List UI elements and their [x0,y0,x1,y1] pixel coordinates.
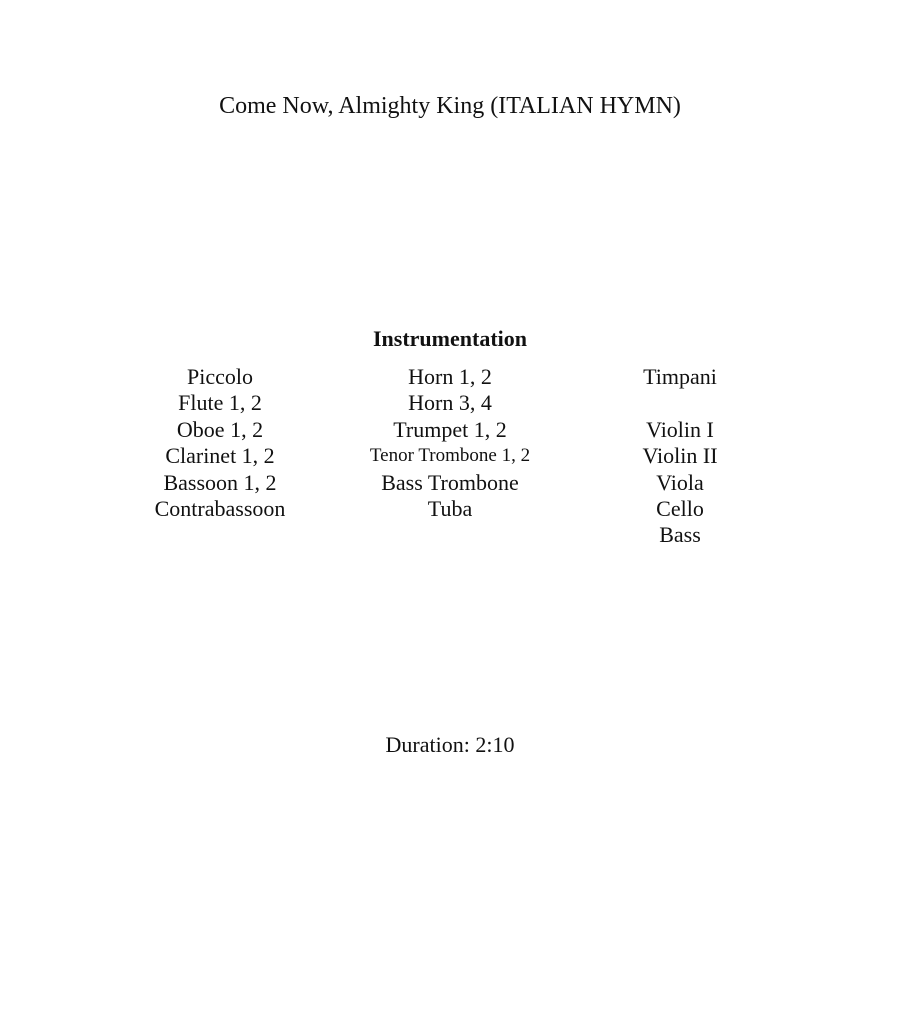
instrument-clarinet: Clarinet 1, 2 [165,443,275,469]
column-spacer [600,390,760,416]
instrument-horn-1-2: Horn 1, 2 [408,364,492,389]
instrument-tuba: Tuba [427,495,473,521]
instrument-oboe: Oboe 1, 2 [176,416,264,442]
instrument-bass: Bass [659,522,701,548]
instrument-piccolo: Piccolo [187,364,253,389]
instrument-flute: Flute 1, 2 [178,390,262,416]
instrument-viola: Viola [656,469,704,495]
instrumentation-heading: Instrumentation [372,326,527,351]
instrument-cello: Cello [656,495,704,521]
percussion-strings-column [600,364,760,549]
instrument-violin-1: Violin I [646,416,714,442]
instrument-bass-trombone: Bass Trombone [381,469,519,495]
instrument-timpani: Timpani [643,364,717,389]
woodwinds-column [120,364,320,522]
instrument-tenor-trombone: Tenor Trombone 1, 2 [369,445,531,467]
page-title: Come Now, Almighty King (ITALIAN HYMN) [219,93,681,119]
instrument-bassoon: Bassoon 1, 2 [163,469,277,495]
instrument-violin-2: Violin II [642,443,718,469]
instrument-contrabassoon: Contrabassoon [154,495,286,521]
duration-text: Duration: 2:10 [385,732,515,757]
instrument-horn-3-4: Horn 3, 4 [408,390,492,416]
instrument-trumpet: Trumpet 1, 2 [393,416,507,442]
brass-column [330,364,570,522]
